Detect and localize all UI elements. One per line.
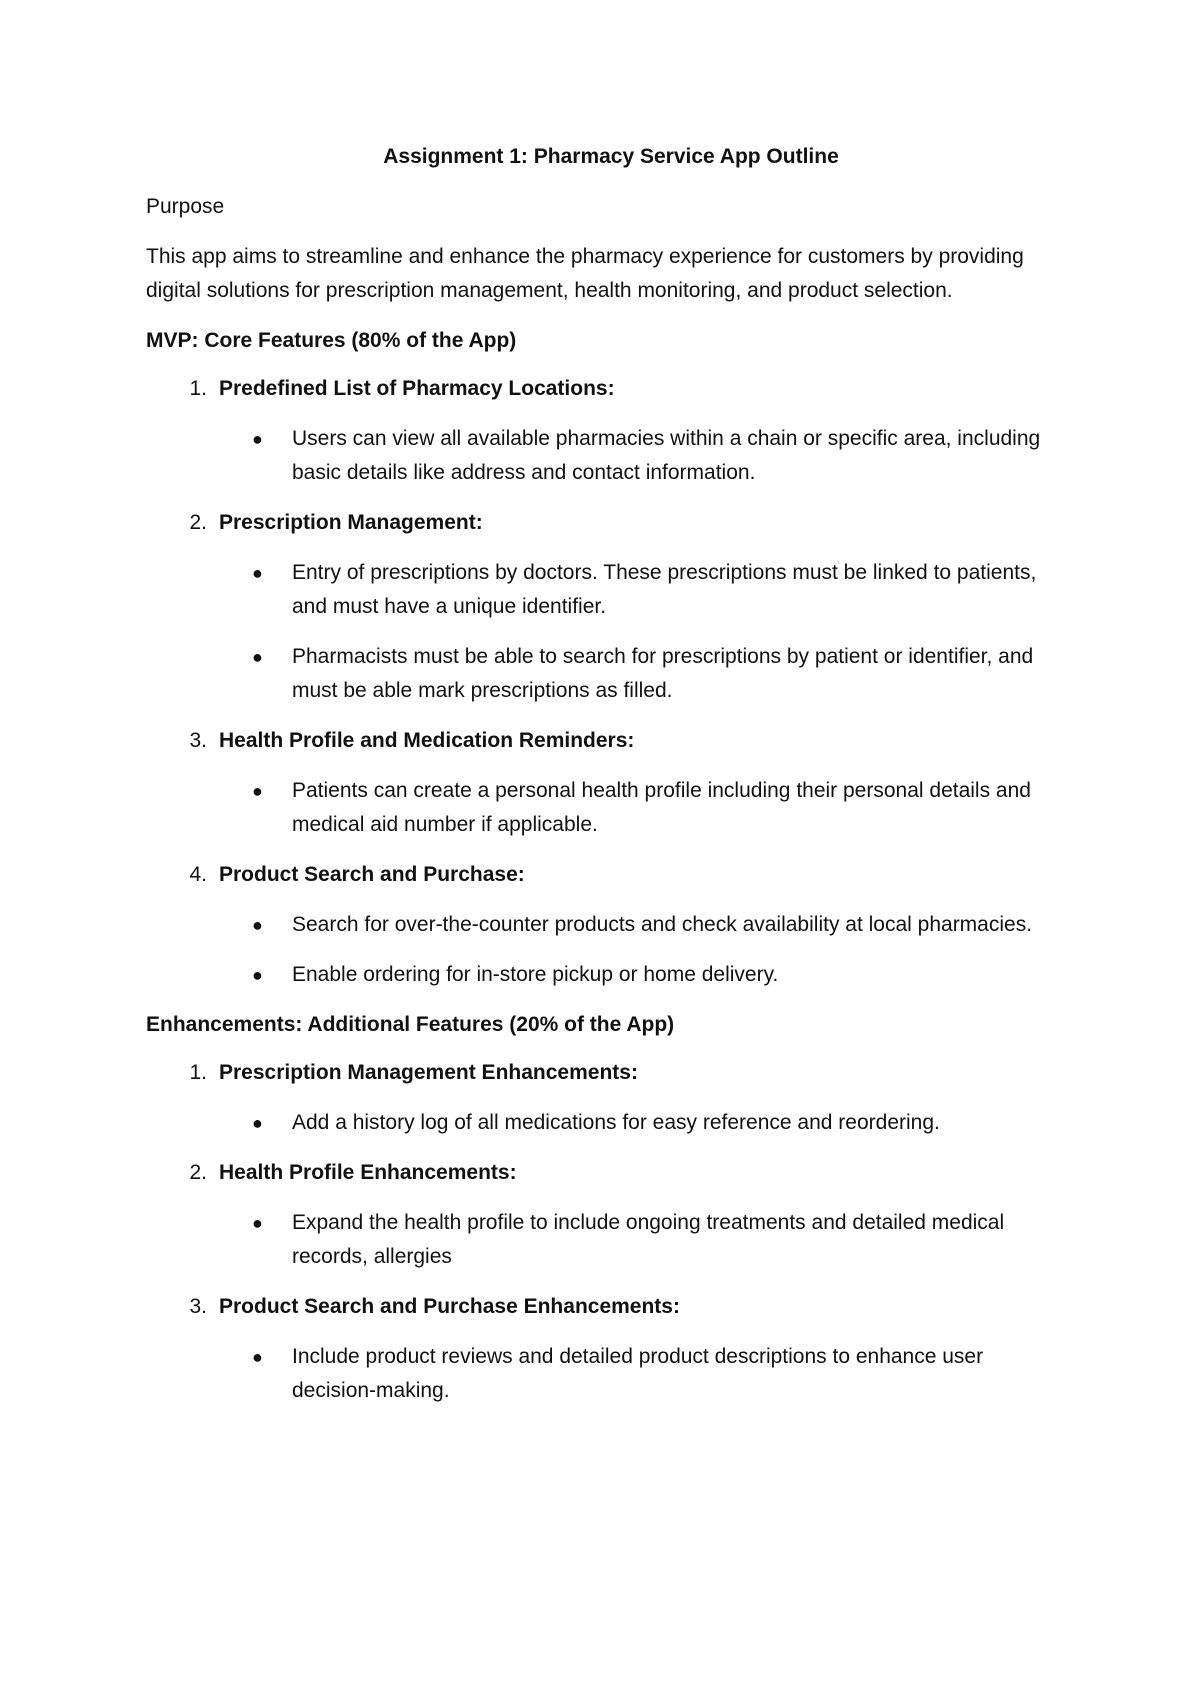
list-item: [146, 1106, 1076, 1140]
bullet-text: Pharmacists must be able to search for prescriptions by patient or identifier, and must be able mark prescriptions as filled.: [292, 645, 1034, 702]
mvp-item-1: [146, 372, 1076, 406]
bullet-text: Expand the health profile to include ongoing treatments and detailed medical records, allergies: [292, 1211, 1005, 1268]
bullet-text: Patients can create a personal health profile including their personal details and medical aid number if applicable.: [292, 779, 1031, 836]
list-item: [146, 774, 1076, 842]
list-number: 2.: [189, 511, 207, 534]
mvp-item-label: Product Search and Purchase:: [219, 863, 525, 886]
bullet-text: Add a history log of all medications for easy reference and reordering.: [292, 1111, 940, 1134]
list-number: 1.: [189, 1061, 207, 1084]
bullet-icon: ●: [252, 1347, 263, 1367]
purpose-text: This app aims to streamline and enhance the pharmacy experience for customers by providing digital solutions for prescription management, health monitoring, and product selection.: [146, 245, 1024, 302]
document-title: Assignment 1: Pharmacy Service App Outline: [383, 145, 839, 168]
bullet-icon: ●: [252, 781, 263, 801]
list-number: 4.: [189, 863, 207, 886]
enhancements-heading: Enhancements: Additional Features (20% of the App): [146, 1013, 675, 1036]
mvp-item-3: [146, 724, 1076, 758]
bullet-text: Users can view all available pharmacies within a chain or specific area, including basic details like address and contact information.: [292, 427, 1041, 484]
enhancement-item-1: [146, 1056, 1076, 1090]
list-item: [146, 1340, 1076, 1408]
bullet-icon: ●: [252, 1113, 263, 1133]
mvp-item-label: Predefined List of Pharmacy Locations:: [219, 377, 615, 400]
bullet-icon: ●: [252, 429, 263, 449]
bullet-text: Search for over-the-counter products and check availability at local pharmacies.: [292, 913, 1033, 936]
bullet-icon: ●: [252, 647, 263, 667]
list-item: [146, 556, 1076, 624]
bullet-icon: ●: [252, 965, 263, 985]
list-number: 3.: [189, 1295, 207, 1318]
list-item: [146, 958, 1076, 992]
list-item: [146, 422, 1076, 490]
list-item: [146, 1206, 1076, 1274]
mvp-item-label: Prescription Management:: [219, 511, 483, 534]
enhancement-item-label: Health Profile Enhancements:: [219, 1161, 517, 1184]
mvp-item-label: Health Profile and Medication Reminders:: [219, 729, 635, 752]
document-body: [146, 140, 1076, 1424]
bullet-icon: ●: [252, 563, 263, 583]
mvp-item-2: [146, 506, 1076, 540]
list-number: 3.: [189, 729, 207, 752]
list-number: 2.: [189, 1161, 207, 1184]
bullet-text: Include product reviews and detailed product descriptions to enhance user decision-making.: [292, 1345, 984, 1402]
mvp-heading: MVP: Core Features (80% of the App): [146, 329, 517, 352]
enhancement-item-label: Prescription Management Enhancements:: [219, 1061, 638, 1084]
list-item: [146, 640, 1076, 708]
list-item: [146, 908, 1076, 942]
bullet-text: Enable ordering for in-store pickup or home delivery.: [292, 963, 779, 986]
enhancement-item-3: [146, 1290, 1076, 1324]
list-number: 1.: [189, 377, 207, 400]
bullet-text: Entry of prescriptions by doctors. These prescriptions must be linked to patients, and must have a unique identifier.: [292, 561, 1037, 618]
purpose-heading: Purpose: [146, 195, 225, 218]
enhancement-item-2: [146, 1156, 1076, 1190]
bullet-icon: ●: [252, 915, 263, 935]
enhancement-item-label: Product Search and Purchase Enhancements:: [219, 1295, 680, 1318]
mvp-item-4: [146, 858, 1076, 892]
bullet-icon: ●: [252, 1213, 263, 1233]
